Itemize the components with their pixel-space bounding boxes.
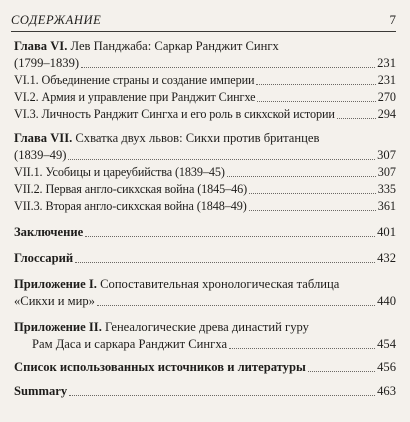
toc-section-6-1: VI.1. Объединение страны и создание империи 231 xyxy=(14,73,396,87)
leader-dots xyxy=(256,84,375,85)
leader-dots xyxy=(308,371,375,372)
appendix-2-page: 454 xyxy=(377,337,396,351)
running-head-title: СОДЕРЖАНИЕ xyxy=(11,13,102,27)
leader-dots xyxy=(257,101,375,102)
leader-dots xyxy=(337,118,376,119)
toc-chapter-6 xyxy=(14,38,396,72)
leader-dots xyxy=(227,176,376,177)
chapter-7-title-line1: Схватка двух львов: Сикхи против британцев xyxy=(75,131,320,145)
chapter-7-page: 307 xyxy=(377,148,396,162)
toc-glossary: Глоссарий 432 xyxy=(14,251,396,265)
toc-appendix-2: Приложение II. Генеалогические древа династий гуру Рам Даса и саркара Ранджит Сингха 454 xyxy=(14,320,396,351)
page-number: 7 xyxy=(389,12,396,27)
chapter-7-title-line2: (1839–49) xyxy=(14,148,67,162)
leader-dots xyxy=(85,236,375,237)
toc-section-7-3: VII.3. Вторая англо-сикхская война (1848–49) 361 xyxy=(14,199,396,213)
leader-dots xyxy=(69,395,375,396)
appendix-1-label: Приложение I. xyxy=(14,277,97,291)
leader-dots xyxy=(81,67,375,68)
appendix-2-label: Приложение II. xyxy=(14,320,102,334)
appendix-1-page: 440 xyxy=(377,294,396,308)
running-head xyxy=(11,13,396,27)
chapter-6-page: 231 xyxy=(377,56,396,70)
table-of-contents xyxy=(14,38,396,400)
leader-dots xyxy=(229,348,375,349)
toc-section-6-3: VI.3. Личность Ранджит Сингха и его роль в сикхской истории 294 xyxy=(14,107,396,121)
chapter-7-label: Глава VII. xyxy=(14,131,73,145)
leader-dots xyxy=(249,210,376,211)
leader-dots xyxy=(68,159,375,160)
toc-sources: Список использованных источников и литературы 456 xyxy=(14,360,396,374)
header-rule xyxy=(11,31,396,32)
chapter-6-title-line2: (1799–1839) xyxy=(14,56,80,70)
toc-conclusion: Заключение 401 xyxy=(14,225,396,239)
leader-dots xyxy=(249,193,376,194)
chapter-6-title-line1: Лев Панджаба: Саркар Ранджит Сингх xyxy=(70,39,279,53)
toc-section-7-1: VII.1. Усобицы и цареубийства (1839–45) 307 xyxy=(14,165,396,179)
toc-chapter-7 xyxy=(14,130,396,164)
leader-dots xyxy=(97,305,375,306)
leader-dots xyxy=(75,262,375,263)
toc-section-6-2: VI.2. Армия и управление при Ранджит Сингхе 270 xyxy=(14,90,396,104)
chapter-6-label: Глава VI. xyxy=(14,39,68,53)
toc-section-7-2: VII.2. Первая англо-сикхская война (1845–46) 335 xyxy=(14,182,396,196)
toc-summary: Summary 463 xyxy=(14,384,396,398)
toc-appendix-1: Приложение I. Сопоставительная хронологическая таблица «Сикхи и мир» 440 xyxy=(14,277,396,308)
